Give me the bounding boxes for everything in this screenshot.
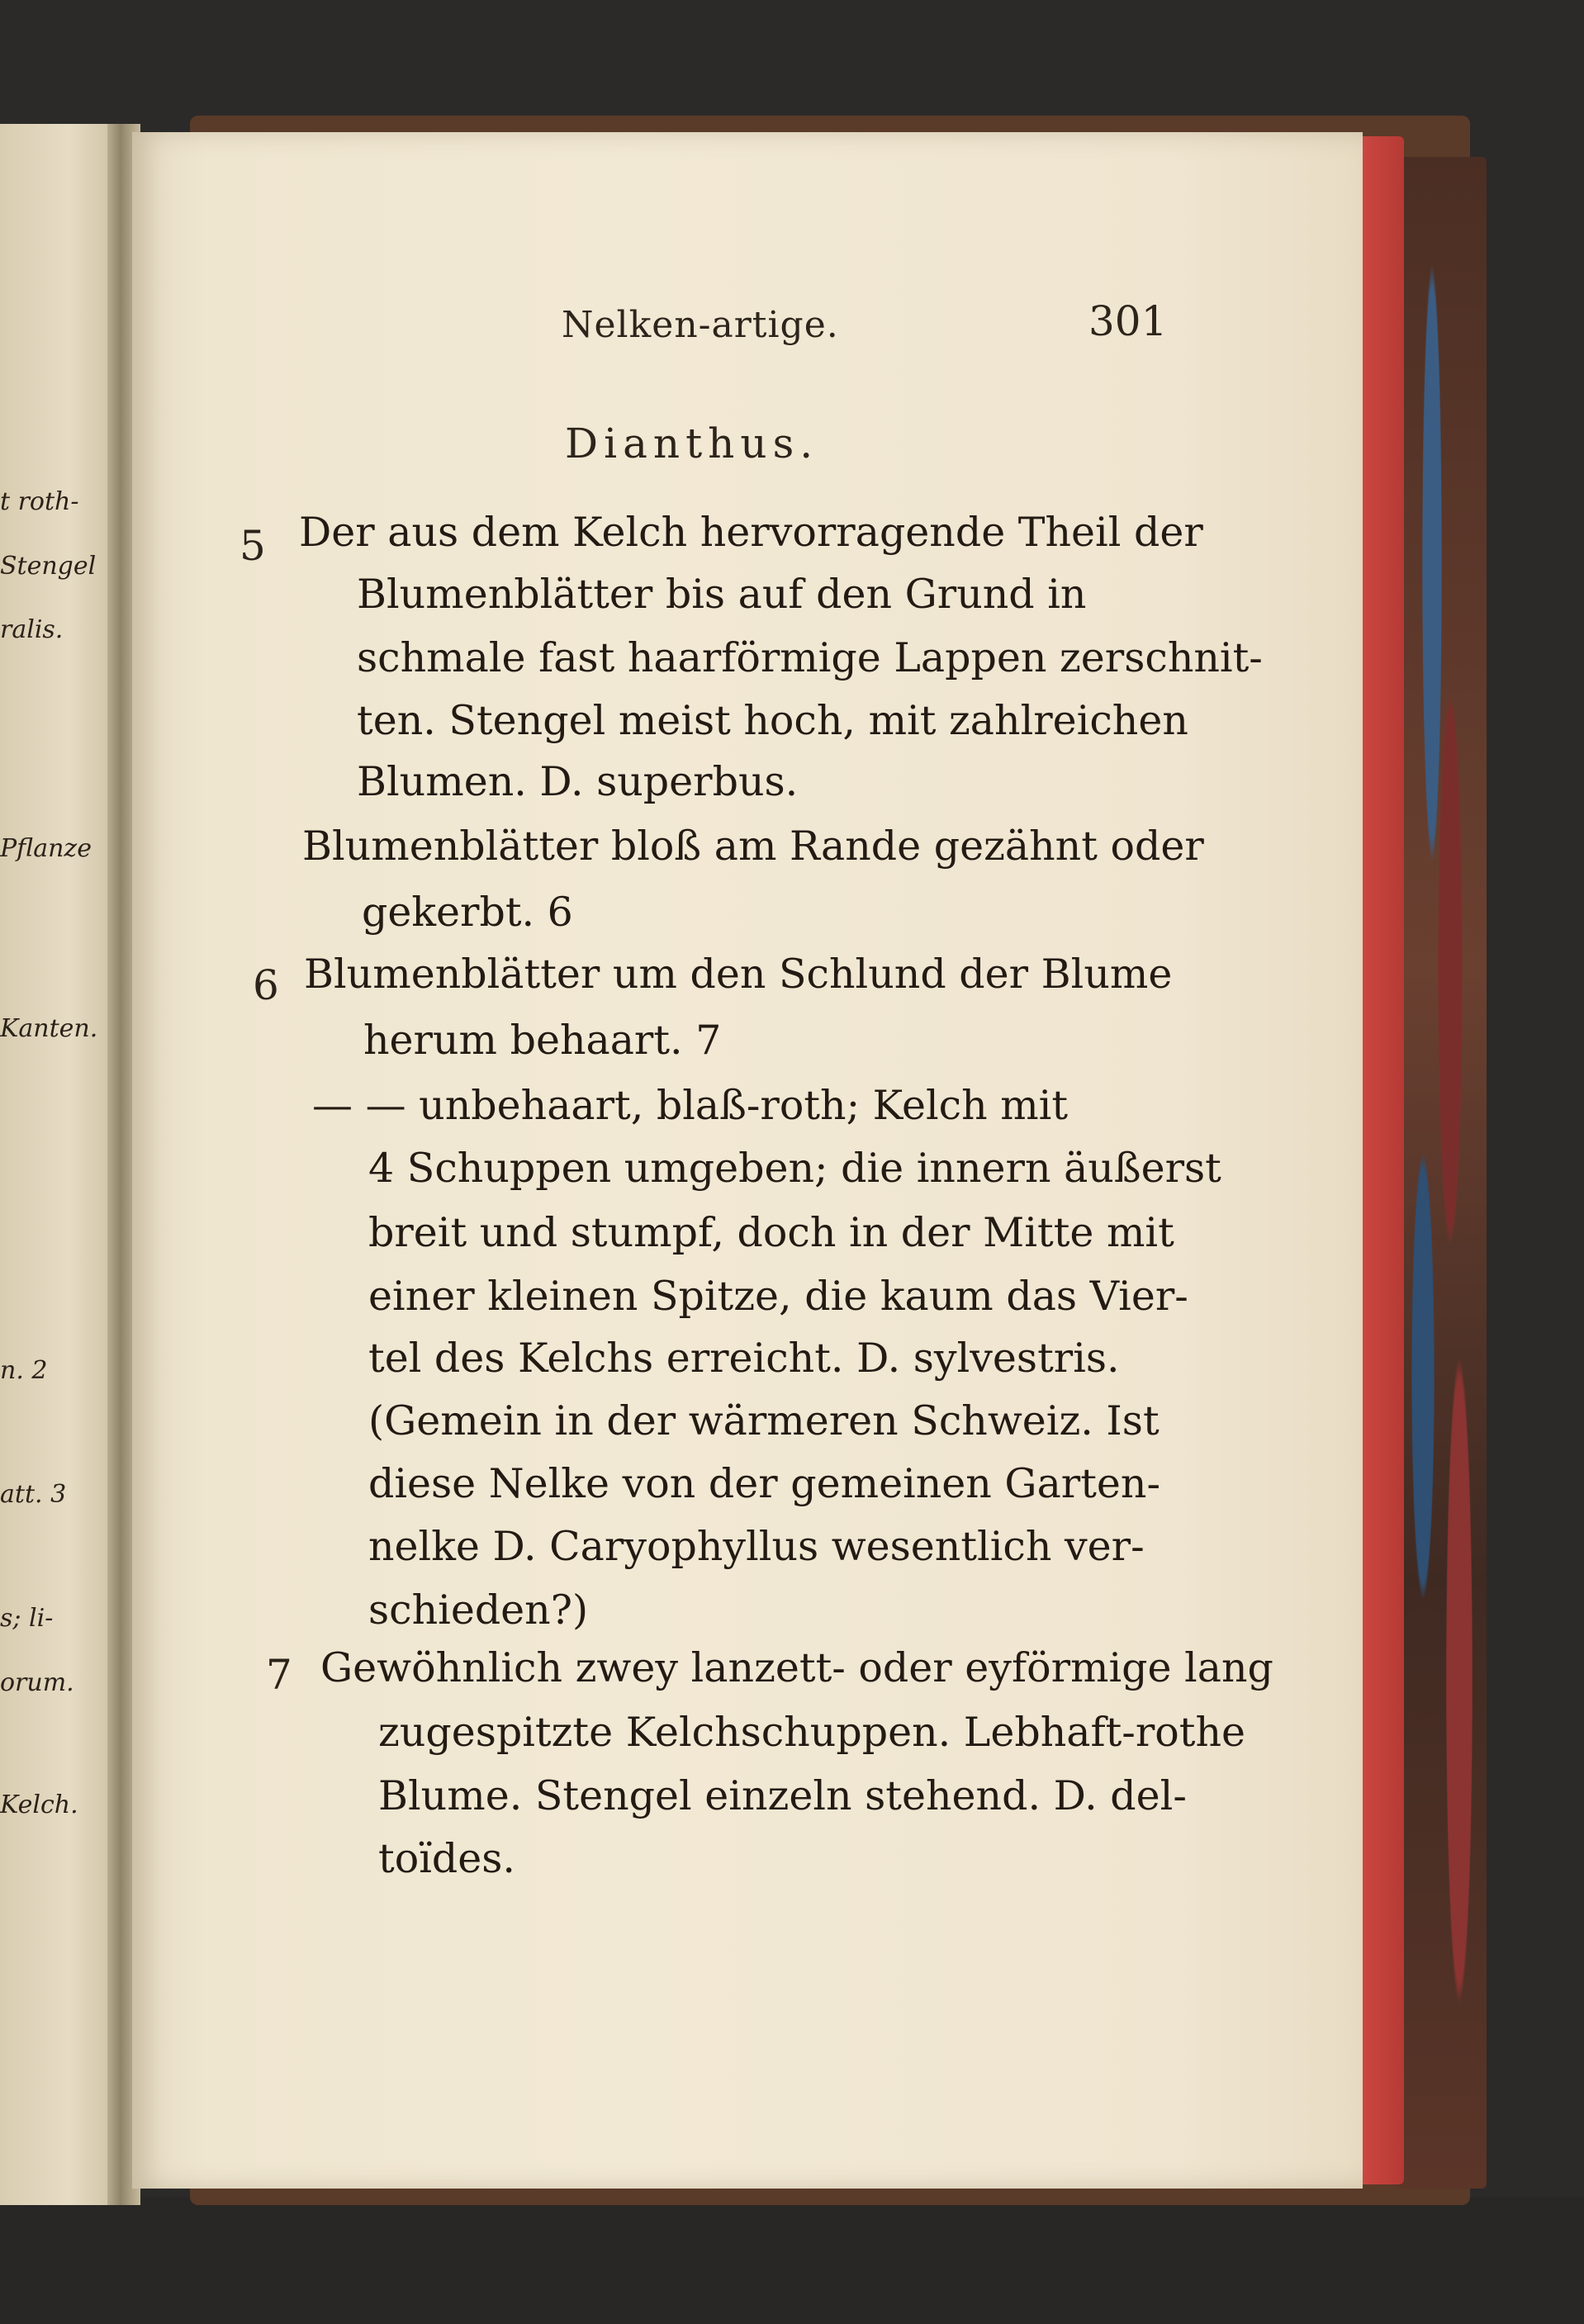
text-line: nelke D. Caryophyllus wesentlich ver- [368, 1523, 1145, 1570]
page-number: 301 [1088, 297, 1168, 345]
previous-page-text: t roth- [0, 487, 79, 516]
text-line: Blumen. D. superbus. [357, 758, 799, 805]
text-line: einer kleinen Spitze, die kaum das Vier- [368, 1273, 1188, 1320]
text-line: schmale fast haarförmige Lappen zerschnit- [357, 634, 1263, 681]
text-line: breit und stumpf, doch in der Mitte mit [368, 1209, 1174, 1256]
previous-page-text: orum. [0, 1668, 74, 1697]
text-line: schieden?) [368, 1586, 589, 1634]
marbled-board [1396, 157, 1487, 2189]
text-line: zugespitzte Kelchschuppen. Lebhaft-rothe [378, 1709, 1246, 1756]
text-line: — — unbehaart, blaß-roth; Kelch mit [312, 1082, 1069, 1129]
table-surface [0, 2197, 1584, 2324]
previous-page-text: Pflanze [0, 834, 92, 863]
text-line: toïdes. [378, 1835, 515, 1882]
text-line: Der aus dem Kelch hervorragende Theil der [299, 509, 1203, 556]
text-line: Blumenblätter bloß am Rande gezähnt oder [302, 823, 1204, 870]
previous-page-text: n. 2 [0, 1356, 48, 1385]
text-line: Blumenblätter um den Schlund der Blume [304, 951, 1173, 998]
text-line: ten. Stengel meist hoch, mit zahlreichen [357, 697, 1188, 744]
text-line: gekerbt. 6 [362, 889, 573, 936]
text-line: Blume. Stengel einzeln stehend. D. del- [378, 1772, 1187, 1819]
running-head: Nelken-artige. [562, 304, 839, 346]
previous-page-text: ralis. [0, 615, 64, 644]
key-number: 5 [239, 522, 266, 570]
text-line: tel des Kelchs erreicht. D. sylvestris. [368, 1335, 1120, 1382]
previous-page-text: s; li- [0, 1604, 54, 1633]
text-line: Blumenblätter bis auf den Grund in [357, 571, 1087, 618]
text-line: 4 Schuppen umgeben; die innern äußerst [368, 1145, 1221, 1192]
key-number: 6 [253, 961, 279, 1009]
previous-page-text: Kanten. [0, 1014, 98, 1043]
section-heading: Dianthus. [565, 420, 819, 467]
key-number: 7 [266, 1651, 292, 1699]
previous-page-text: att. 3 [0, 1480, 67, 1509]
text-line: herum behaart. 7 [363, 1017, 722, 1064]
previous-page-text: Kelch. [0, 1790, 78, 1819]
text-line: Gewöhnlich zwey lanzett- oder eyförmige lang [320, 1644, 1273, 1691]
previous-page [0, 124, 117, 2205]
previous-page-text: Stengel [0, 552, 97, 581]
text-line: diese Nelke von der gemeinen Garten- [368, 1460, 1161, 1507]
text-line: (Gemein in der wärmeren Schweiz. Ist [368, 1397, 1160, 1444]
